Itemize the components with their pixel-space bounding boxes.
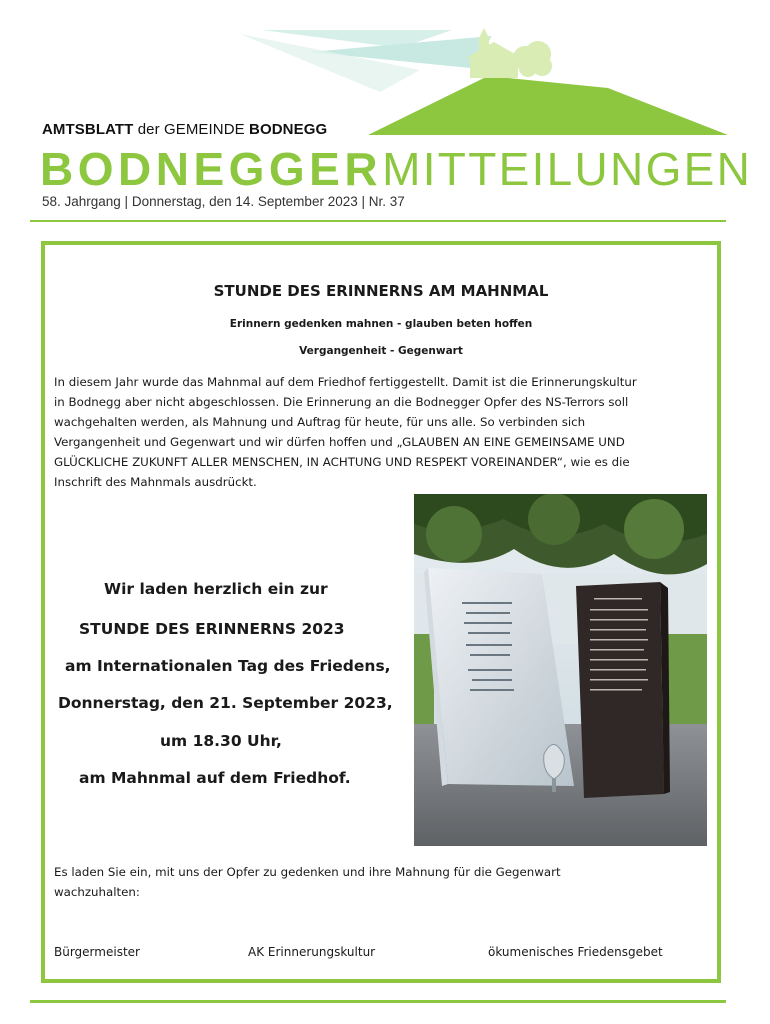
closing-paragraph [54,862,674,902]
article-subline-1: Erinnern gedenken mahnen - glauben beten hoffen [229,318,533,330]
masthead-bold: BODNEGGER [40,143,383,195]
body-line: wachgehalten werden, als Mahnung und Auftrag für heute, für uns alle. So verbinden sich [54,415,586,429]
masthead-light: MITTEILUNGEN [382,143,753,195]
memorial-photo [414,494,707,846]
signatory-ak: AK Erinnerungskultur [248,945,376,959]
body-line: Inschrift des Mahnmals ausdrückt. [54,475,257,489]
body-line: In diesem Jahr wurde das Mahnmal auf dem Friedhof fertiggestellt. Damit ist die Erinnerungskultur [54,375,637,389]
signatory-prayer: ökumenisches Friedensgebet [488,945,663,959]
invitation-line: am Internationalen Tag des Friedens, [65,657,391,675]
article-body [54,372,709,492]
header-divider [30,220,726,222]
signatory-mayor: Bürgermeister [54,945,140,959]
invitation-line: Wir laden herzlich ein zur [104,580,328,598]
tree-icon [513,41,552,77]
invitation-line: um 18.30 Uhr, [160,732,282,750]
body-line: Vergangenheit und Gegenwart und wir dürfen hoffen und „GLAUBEN AN EINE GEMEINSAME UND [54,435,625,449]
invitation-line: STUNDE DES ERINNERNS 2023 [79,620,345,638]
closing-line: wachzuhalten: [54,885,140,899]
body-line: in Bodnegg aber nicht abgeschlossen. Die Erinnerung an die Bodnegger Opfer des NS-Terrors soll [54,395,629,409]
masthead-title [40,139,752,199]
article-headline: STUNDE DES ERINNERNS AM MAHNMAL [213,282,549,300]
footer-divider [30,1000,726,1003]
closing-line: Es laden Sie ein, mit uns der Opfer zu gedenken und ihre Mahnung für die Gegenwart [54,865,561,879]
article-subline-2: Vergangenheit - Gegenwart [299,345,463,357]
publication-subtitle: AMTSBLATT der GEMEINDE BODNEGG [42,121,328,138]
issue-line: 58. Jahrgang | Donnerstag, den 14. September 2023 | Nr. 37 [42,194,405,209]
masthead-graphic [0,0,770,140]
invitation-line: Donnerstag, den 21. September 2023, [58,694,393,712]
invitation-line: am Mahnmal auf dem Friedhof. [79,769,351,787]
body-line: GLÜCKLICHE ZUKUNFT ALLER MENSCHEN, IN ACHTUNG UND RESPEKT VOREINANDER“, wie es die [54,455,630,469]
